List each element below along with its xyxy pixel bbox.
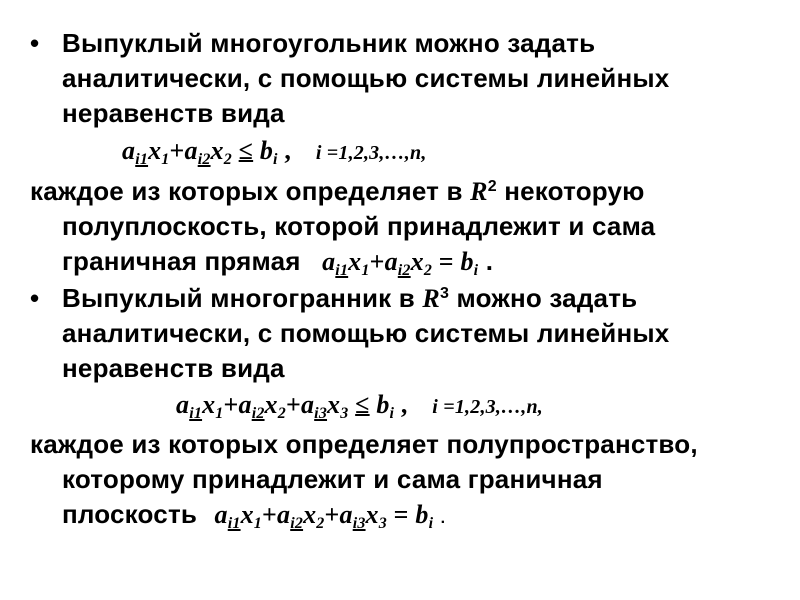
p2-line-3 [62, 246, 493, 277]
p4-line-3-text: плоскость [62, 499, 198, 529]
p2-line-2: полуплоскость, которой принадлежит и сама [62, 211, 656, 241]
p1-line-1: Выпуклый многоугольник можно задать [62, 28, 596, 58]
p1-line-3: неравенств вида [62, 98, 285, 128]
p2-line-1-end: некоторую [504, 176, 645, 206]
p3-line-1-end: можно задать [456, 283, 638, 313]
p3-line-3: неравенств вида [62, 353, 285, 383]
space-r: R [470, 177, 488, 206]
space-dimension-3: 3 [439, 285, 450, 302]
formula-boundary-plane: $a_{i1}x_1+a_{i2}x_2+a_{i3}x_3 = b_i$ [214, 500, 434, 532]
p3-line-1 [62, 283, 637, 314]
p2-line-1 [30, 176, 645, 207]
formula-inequality-2d: $a_{i1}x_1+a_{i2}x_2 \le b_i$ , i =1,2,3,…,n, [122, 136, 427, 168]
space-r3: R [422, 284, 440, 313]
formula-boundary-line: $a_{i1}x_1+a_{i2}x_2 = b_i$ [322, 247, 479, 279]
p4-line-2: которому принадлежит и сама граничная [62, 464, 603, 494]
space-dimension: 2 [487, 178, 497, 195]
formula-inequality-3d: $a_{i1}x_1+a_{i2}x_2+a_{i3}x_3 \le b_i$ , i =1,2,3,…,n, [176, 390, 543, 422]
formula-2-index: i =1,2,3,…,n, [432, 396, 543, 418]
p1-line-2: аналитически, с помощью системы линейных [62, 63, 670, 93]
p3-line-2: аналитически, с помощью системы линейных [62, 318, 670, 348]
formula-1-relation: ≤ [238, 136, 254, 165]
p3-line-1-text: Выпуклый многогранник в [62, 283, 415, 313]
bullet-2: • [30, 283, 40, 313]
p2-line-1-text: каждое из которых определяет в [30, 176, 463, 206]
p4-line-3 [62, 499, 445, 534]
bullet-1: • [30, 28, 40, 58]
formula-1-index: i =1,2,3,…,n, [315, 142, 427, 164]
p2-line-3-end: . [485, 246, 494, 276]
p4-line-3-end: . [440, 510, 446, 527]
p2-line-3-text: граничная прямая [62, 246, 301, 276]
p4-line-1: каждое из которых определяет полупространство, [30, 429, 698, 459]
